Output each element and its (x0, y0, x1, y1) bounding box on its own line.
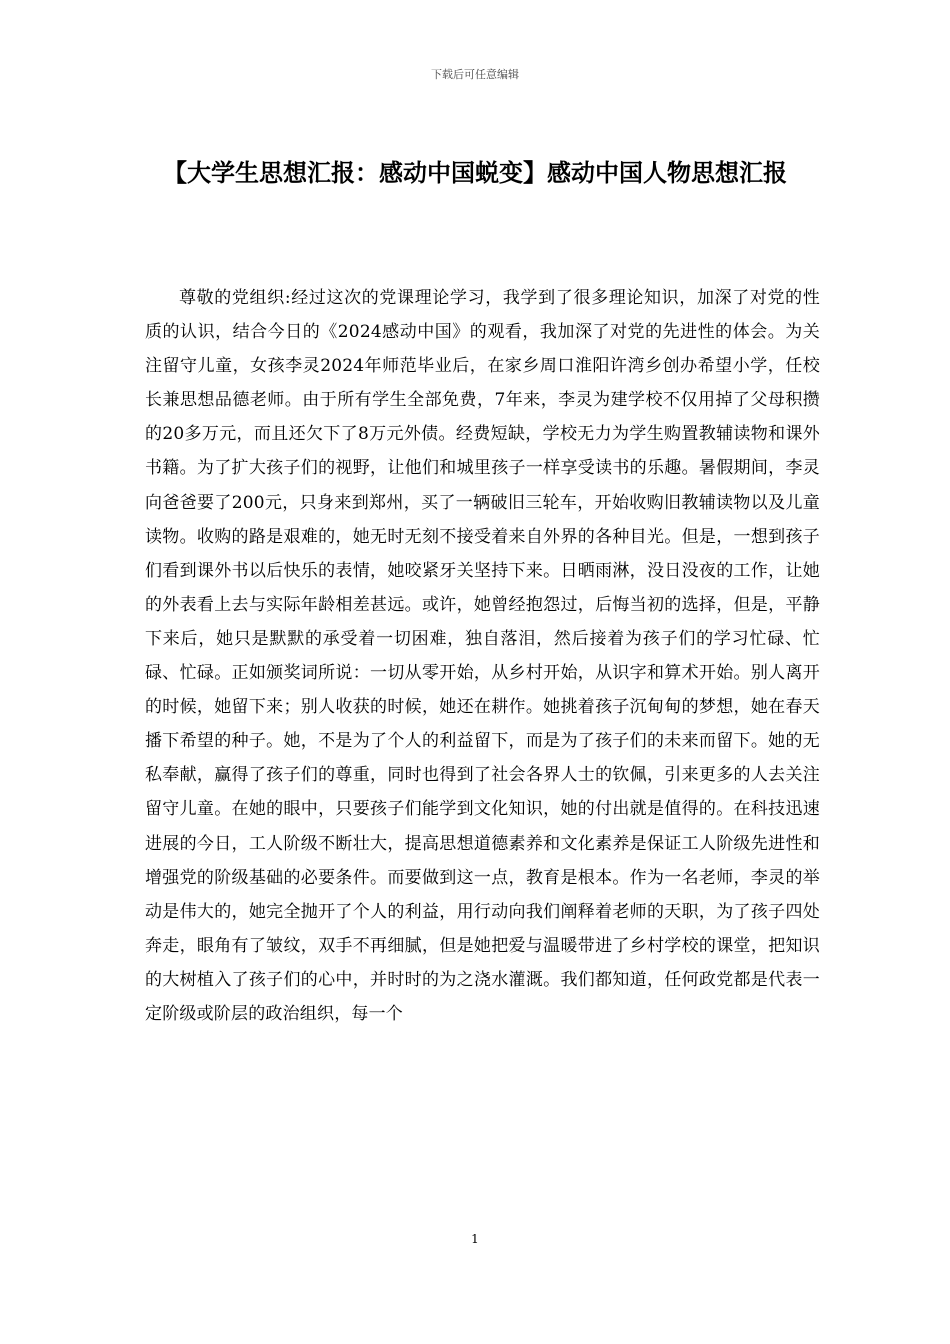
page-number: 1 (471, 1232, 479, 1246)
header-note: 下载后可任意编辑 (431, 68, 519, 81)
body-paragraph: 尊敬的党组织:经过这次的党课理论学习，我学到了很多理论知识，加深了对党的性质的认识，结合今日的《2024感动中国》的观看，我加深了对党的先进性的体会。为关注留守儿童，女孩李灵2024年师范毕业后，在家乡周口淮阳许湾乡创办希望小学，任校长兼思想品德老师。由于所有学生全部免费，7年来，李灵为建学校不仅用掉了父母积攒的20多万元，而且还欠下了8万元外债。经费短缺，学校无力为学生购置教辅读物和课外书籍。为了扩大孩子们的视野，让他们和城里孩子一样享受读书的乐趣。暑假期间，李灵向爸爸要了200元，只身来到郑州，买了一辆破旧三轮车，开始收购旧教辅读物以及儿童读物。收购的路是艰难的，她无时无刻不接受着来自外界的各种目光。但是，一想到孩子们看到课外书以后快乐的表情，她咬紧牙关坚持下来。日晒雨淋，没日没夜的工作，让她的外表看上去与实际年龄相差甚远。或许，她曾经抱怨过，后悔当初的选择，但是，平静下来后，她只是默默的承受着一切困难，独自落泪，然后接着为孩子们的学习忙碌、忙碌、忙碌。正如颁奖词所说：一切从零开始，从乡村开始，从识字和算术开始。别人离开的时候，她留下来；别人收获的时候，她还在耕作。她挑着孩子沉甸甸的梦想，她在春天播下希望的种子。她，不是为了个人的利益留下，而是为了孩子们的未来而留下。她的无私奉献，赢得了孩子们的尊重，同时也得到了社会各界人士的钦佩，引来更多的人去关注留守儿童。在她的眼中，只要孩子们能学到文化知识，她的付出就是值得的。在科技迅速进展的今日，工人阶级不断壮大，提高思想道德素养和文化素养是保证工人阶级先进性和增强党的阶级基础的必要条件。而要做到这一点，教育是根本。作为一名老师，李灵的举动是伟大的，她完全抛开了个人的利益，用行动向我们阐释着老师的天职，为了孩子四处奔走，眼角有了皱纹，双手不再细腻，但是她把爱与温暖带进了乡村学校的课堂，把知识的大树植入了孩子们的心中，并时时的为之浇水灌溉。我们都知道，任何政党都是代表一定阶级或阶层的政治组织，每一个 (145, 288, 820, 1024)
document-title: 【大学生思想汇报：感动中国蜕变】感动中国人物思想汇报 (163, 159, 787, 187)
